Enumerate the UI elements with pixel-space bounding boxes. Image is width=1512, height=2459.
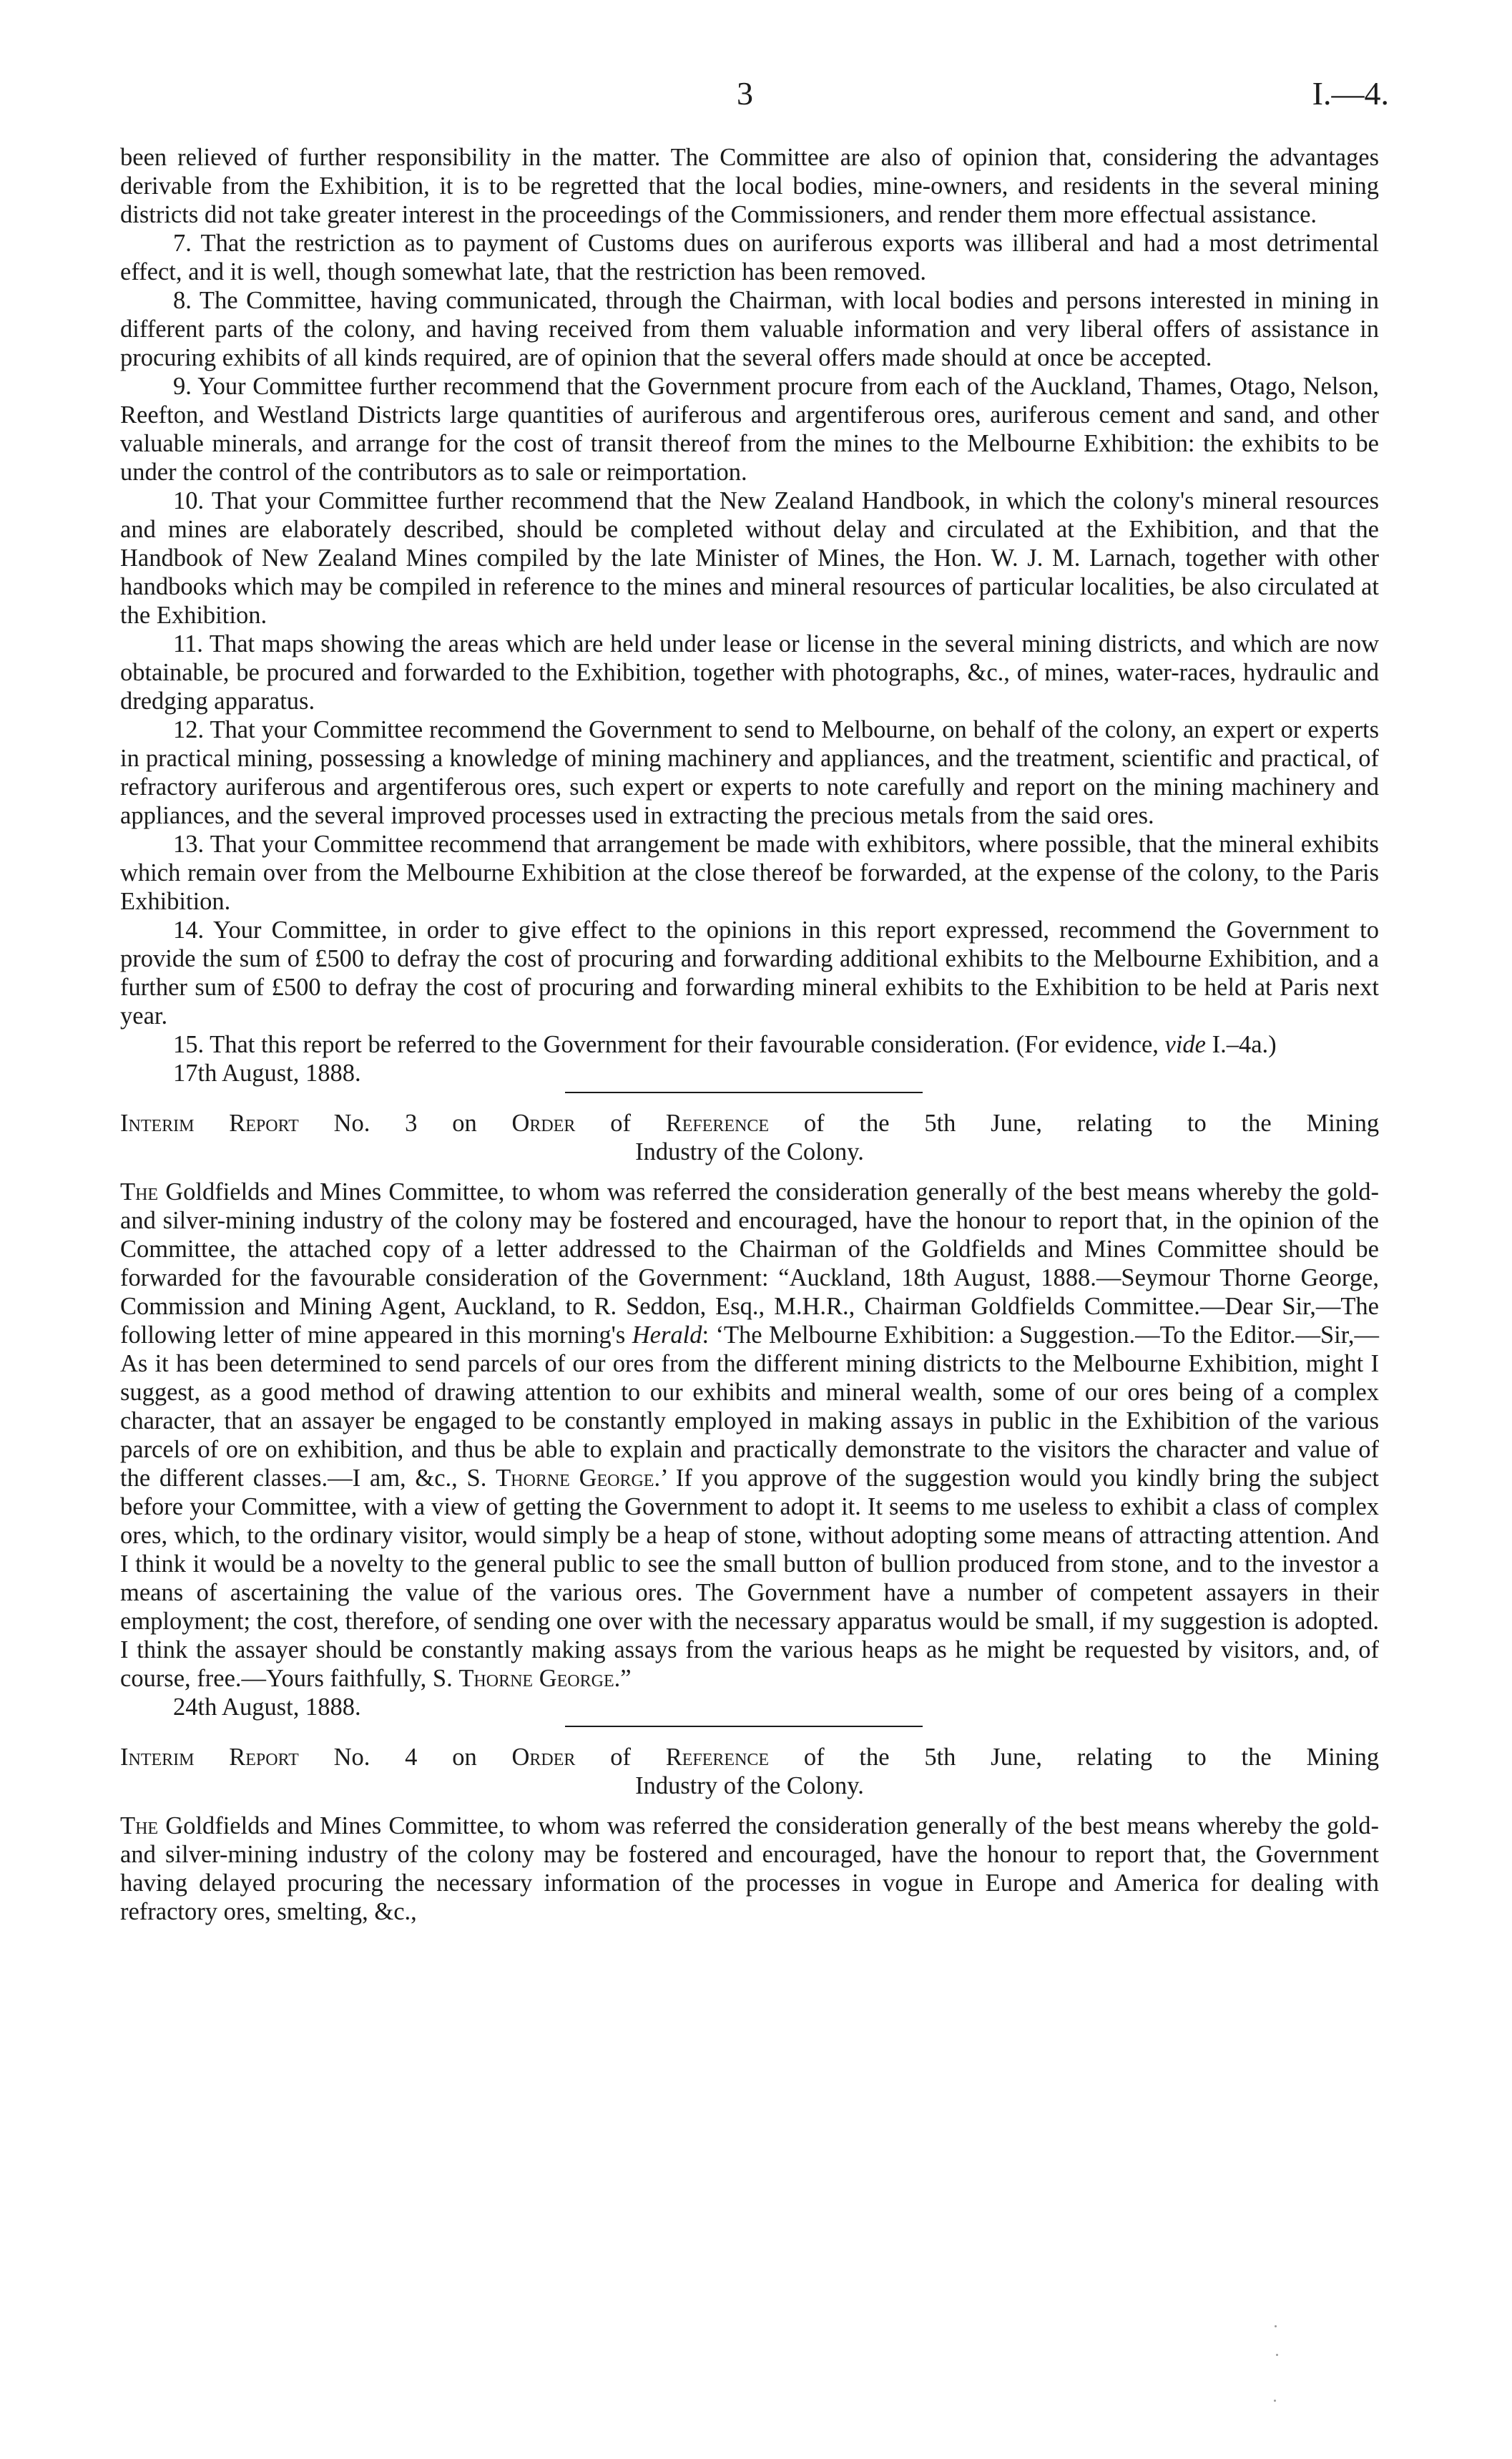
speck [1275, 2325, 1277, 2327]
paragraph-13: 13. That your Committee recommend that arrangement be made with exhibitors, where possible, that the mineral exhibits which remain over from the Melbourne Exhibition at the close thereof be forwarded, at the expense of the colony, to the Paris Exhibition. [120, 831, 1379, 915]
interim-report-3-body: The Goldfields and Mines Committee, to whom was referred the consideration generally of the best means whereby the gold- and silver-mining industry of the colony may be fostered and encouraged, have the honour to report that, in the opinion of the Committee, the attached copy of a letter addressed to the Chairman of the Goldfields and Mines Committee should be forwarded for the favourable consideration of the Government: “Auckland, 18th August, 1888.—Seymour Thorne George, Commission and Mining Agent, Auckland, to R. Seddon, Esq., M.H.R., Chairman Goldfields Committee.—Dear Sir,—The following letter of mine appeared in this morning's Herald: ‘The Melbourne Exhibition: a Suggestion.—To the Editor.—Sir,—As it has been determined to send parcels of our ores from the different mining districts to the Melbourne Exhibition, might I suggest, as a good method of drawing attention to our exhibits and mineral wealth, some of our ores being of a complex character, that an assayer be engaged to be constantly employed in making assays in public in the Exhibition of the various parcels of ore on exhibition, and thus be able to explain and practically demonstrate to the visitors the character and value of the different classes.—I am, &c., S. Thorne George.’ If you approve of the suggestion would you kindly bring the subject before your Committee, with a view of getting the Government to adopt it. It seems to me useless to exhibit a class of complex ores, which, to the ordinary visitor, would simply be a heap of stone, without adopting some means of attracting attention. And I think it would be a novelty to the general public to see the small button of bullion produced from stone, and to the investor a means of ascertaining the value of the various ores. The Government have a number of competent assayers in their employment; the cost, therefore, of sending one over with the necessary apparatus would be small, if my suggestion is adopted. I think the assayer should be constantly making assays from the various heaps as he might be requested by visitors, and, of course, free.—Yours faithfully, S. Thorne George.” [120, 1178, 1380, 1692]
page-header [0, 74, 1512, 117]
heading-line-2: Industry of the Colony. [635, 1138, 864, 1165]
interim-report-4-heading [120, 1743, 1379, 1800]
report-date-2: 24th August, 1888. [173, 1693, 361, 1721]
heading-line-2: Industry of the Colony. [635, 1772, 864, 1799]
speck [1274, 2400, 1276, 2402]
continuation-paragraph: been relieved of further responsibility in the matter. The Committee are also of opinion that, considering the advantages derivable from the Exhibition, it is to be regretted that the local bodies, mine-owners, and residents in the several mining districts did not take greater interest in the proceedings of the Commissioners, and render them more effectual assistance. [120, 144, 1379, 228]
paragraph-9: 9. Your Committee further recommend that the Government procure from each of the Auckland, Thames, Otago, Nelson, Reefton, and Westland Districts large quantities of auriferous and argentiferous ores, auriferous cement and sand, and other valuable minerals, and arrange for the cost of transit thereof from the mines to the Melbourne Exhibition: the exhibits to be under the control of the contributors as to sale or reimportation. [120, 373, 1379, 486]
paragraph-7: 7. That the restriction as to payment of Customs dues on auriferous exports was illiberal and had a most detrimental effect, and it is well, though somewhat late, that the restriction has been removed. [120, 230, 1379, 285]
scan-specks [1273, 2325, 1279, 2411]
document-reference: I.—4. [1312, 75, 1389, 112]
section-divider-1 [565, 1092, 923, 1093]
heading-line-1: Interim Report No. 3 on Order of Reference of the 5th June, relating to the Mining [120, 1110, 1380, 1137]
paragraph-10: 10. That your Committee further recommend that the New Zealand Handbook, in which the colony's mineral resources and mines are elaborately described, should be completed without delay and circulated at the Exhibition, and that the Handbook of New Zealand Mines compiled by the late Minister of Mines, the Hon. W. J. M. Larnach, together with other handbooks which may be compiled in reference to the mines and mineral resources of particular localities, be also circulated at the Exhibition. [120, 487, 1379, 629]
paragraph-11: 11. That maps showing the areas which are held under lease or license in the several mining districts, and which are now obtainable, be procured and forwarded to the Exhibition, together with photographs, &c., of mines, water-races, hydraulic and dredging apparatus. [120, 630, 1379, 715]
interim-report-3-heading [120, 1109, 1379, 1166]
herald-italic: Herald [632, 1321, 702, 1349]
page-number: 3 [737, 75, 753, 112]
paragraph-12: 12. That your Committee recommend the Government to send to Melbourne, on behalf of the colony, an expert or experts in practical mining, possessing a knowledge of mining machinery and appliances, and the treatment, scientific and practical, of refractory auriferous and argentiferous ores, such expert or experts to note carefully and report on the mining machinery and appliances, and the several improved processes used in extracting the precious metals from the said ores. [120, 716, 1379, 829]
document-body [120, 143, 1379, 1926]
report-date-1: 17th August, 1888. [173, 1060, 361, 1087]
paragraph-15-text: 15. That this report be referred to the Government for their favourable consideration. (For evidence, [173, 1031, 1165, 1058]
heading-line-1: Interim Report No. 4 on Order of Reference of the 5th June, relating to the Mining [120, 1744, 1380, 1771]
evidence-reference: I.–4a.) [1206, 1031, 1277, 1058]
paragraph-8: 8. The Committee, having communicated, through the Chairman, with local bodies and persons interested in mining in different parts of the colony, and having received from them valuable information and very liberal offers of assistance in procuring exhibits of all kinds required, are of opinion that the several offers made should at once be accepted. [120, 287, 1379, 371]
speck [1276, 2354, 1278, 2356]
interim-report-4-body: The Goldfields and Mines Committee, to whom was referred the consideration generally of the best means whereby the gold- and silver-mining industry of the colony may be fostered and encouraged, have the honour to report that, the Government having delayed procuring the necessary information of the processes in vogue in Europe and America for dealing with refractory ores, smelting, &c., [120, 1812, 1379, 1925]
section-divider-2 [565, 1726, 923, 1727]
vide-italic: vide [1164, 1031, 1206, 1058]
signatory-name: Thorne George [458, 1665, 614, 1692]
paragraph-14: 14. Your Committee, in order to give effect to the opinions in this report expressed, recommend the Government to provide the sum of £500 to defray the cost of procuring and forwarding additional exhibits to the Melbourne Exhibition, and a further sum of £500 to defray the cost of procuring and forwarding mineral exhibits to the Exhibition to be held at Paris next year. [120, 916, 1379, 1030]
signatory-name: Thorne George [496, 1465, 654, 1492]
paragraph-15 [120, 1030, 1379, 1059]
